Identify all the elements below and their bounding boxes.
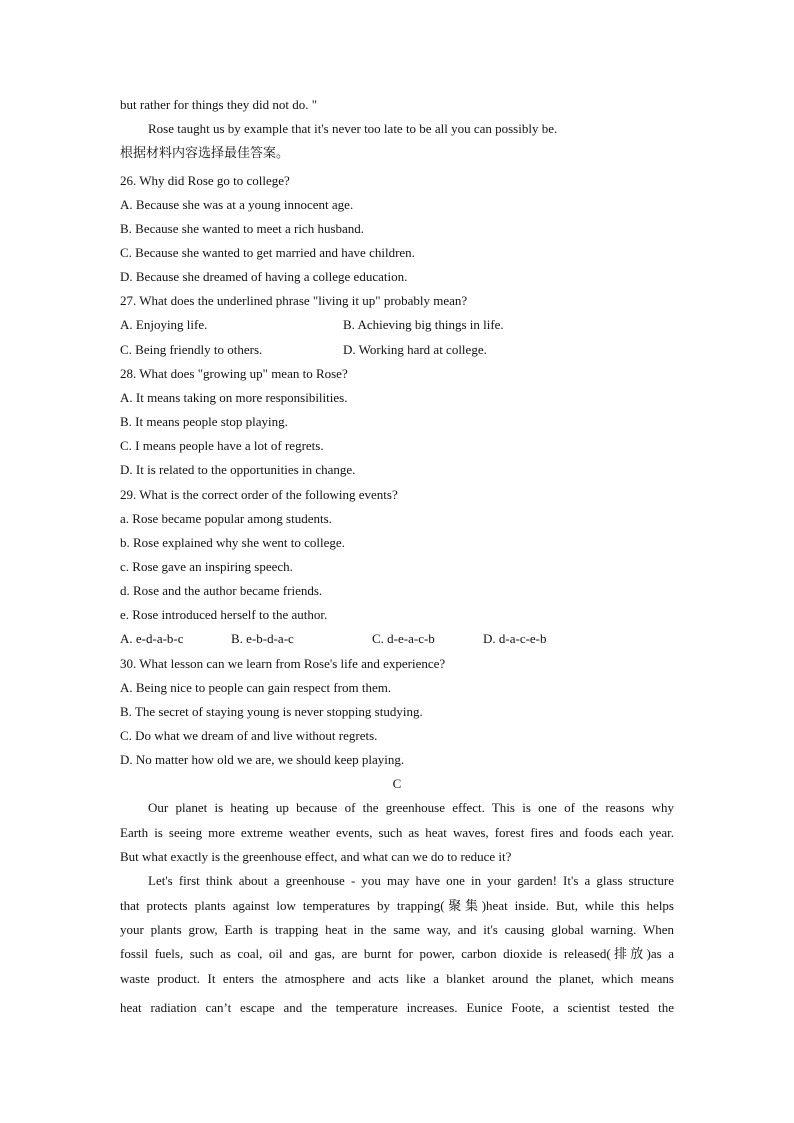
question-29-event-a: a. Rose became popular among students. — [120, 511, 332, 526]
question-26-option-c: C. Because she wanted to get married and have children. — [120, 245, 415, 260]
question-28-option-d: D. It is related to the opportunities in change. — [120, 462, 356, 477]
paragraph-line: your plants grow, Earth is trapping heat in the same way, and it's causing global warning. When — [120, 922, 674, 937]
question-27-option-c: C. Being friendly to others. — [120, 342, 263, 357]
question-26-stem: 26. Why did Rose go to college? — [120, 173, 290, 188]
question-30-option-a: A. Being nice to people can gain respect from them. — [120, 680, 392, 695]
question-27-option-b: B. Achieving big things in life. — [343, 317, 504, 332]
question-28-option-b: B. It means people stop playing. — [120, 414, 288, 429]
question-28-option-a: A. It means taking on more responsibilities. — [120, 390, 348, 405]
paragraph-line: waste product. It enters the atmosphere and acts like a blanket around the planet, which means — [120, 971, 674, 986]
question-29-event-e: e. Rose introduced herself to the author. — [120, 607, 328, 622]
question-27-option-a: A. Enjoying life. — [120, 317, 208, 332]
question-27-option-d: D. Working hard at college. — [343, 342, 487, 357]
section-heading: C — [392, 776, 402, 791]
question-29-option-d: D. d-a-c-e-b — [483, 631, 547, 646]
paragraph-line: But what exactly is the greenhouse effect, and what can we do to reduce it? — [120, 849, 512, 864]
paragraph-line: fossil fuels, such as coal, oil and gas, are burnt for power, carbon dioxide is released(排放)as a — [120, 946, 674, 961]
question-26-option-b: B. Because she wanted to meet a rich husband. — [120, 221, 365, 236]
question-30-stem: 30. What lesson can we learn from Rose's life and experience? — [120, 656, 446, 671]
question-29-option-b: B. e-b-d-a-c — [231, 631, 294, 646]
question-30-option-d: D. No matter how old we are, we should keep playing. — [120, 752, 405, 767]
paragraph-line: that protects plants against low temperatures by trapping(聚集)heat inside. But, while this helps — [120, 898, 674, 913]
paragraph-line: Let's first think about a greenhouse - you may have one in your garden! It's a glass structure — [148, 873, 674, 888]
question-29-event-c: c. Rose gave an inspiring speech. — [120, 559, 293, 574]
passage-closing-line: Rose taught us by example that it's never too late to be all you can possibly be. — [148, 121, 558, 136]
question-28-option-c: C. I means people have a lot of regrets. — [120, 438, 324, 453]
passage-line: but rather for things they did not do. " — [120, 97, 318, 112]
question-29-event-b: b. Rose explained why she went to college. — [120, 535, 345, 550]
question-26-option-a: A. Because she was at a young innocent age. — [120, 197, 354, 212]
question-30-option-b: B. The secret of staying young is never stopping studying. — [120, 704, 423, 719]
paragraph-line: Earth is seeing more extreme weather events, such as heat waves, forest fires and foods each year. — [120, 825, 674, 840]
question-26-option-d: D. Because she dreamed of having a college education. — [120, 269, 408, 284]
question-30-option-c: C. Do what we dream of and live without regrets. — [120, 728, 378, 743]
question-27-stem: 27. What does the underlined phrase "living it up" probably mean? — [120, 293, 468, 308]
instruction-line: 根据材料内容选择最佳答案。 — [120, 146, 290, 161]
question-28-stem: 28. What does "growing up" mean to Rose? — [120, 366, 348, 381]
question-29-stem: 29. What is the correct order of the following events? — [120, 487, 398, 502]
question-29-option-c: C. d-e-a-c-b — [372, 631, 435, 646]
question-29-option-a: A. e-d-a-b-c — [120, 631, 184, 646]
paragraph-line: Our planet is heating up because of the greenhouse effect. This is one of the reasons why — [148, 800, 674, 815]
paragraph-line: heat radiation can’t escape and the temperature increases. Eunice Foote, a scientist tested the — [120, 1000, 674, 1015]
question-29-event-d: d. Rose and the author became friends. — [120, 583, 323, 598]
